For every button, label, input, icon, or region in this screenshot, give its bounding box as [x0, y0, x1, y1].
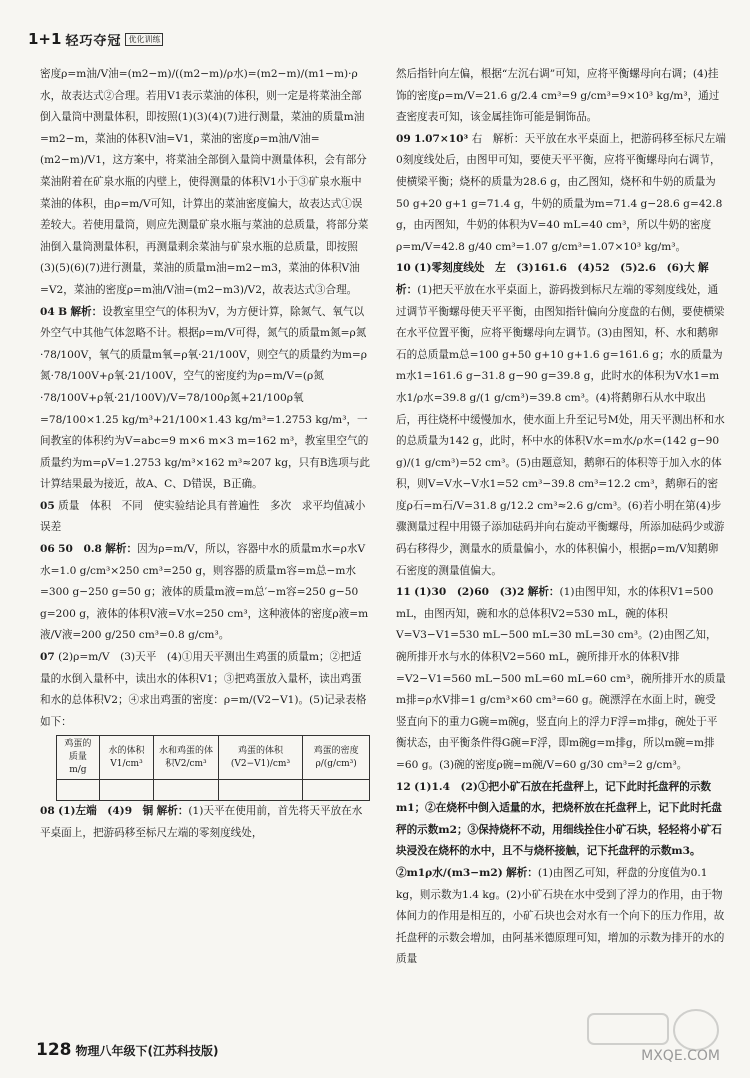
answer: (1)30 (2)60 (3)2 — [414, 586, 525, 599]
question-number: 06 — [40, 543, 55, 556]
question-number: 12 — [396, 780, 411, 793]
answer: 质量 体积 不同 使实验结论具有普遍性 多次 求平均值减小误差 — [40, 499, 366, 534]
analysis-label: 解析： — [506, 866, 538, 879]
table-header-cell: 鸡蛋的质量m/g — [57, 736, 100, 780]
table-header-cell: 水的体积V1/cm³ — [99, 736, 154, 780]
right-column — [396, 64, 726, 971]
question-number: 11 — [396, 586, 411, 599]
question-06 — [40, 539, 370, 647]
analysis-text: 右 解析：天平放在水平桌面上，把游码移至标尺左端0刻度线处后，由图甲可知，要使天平平衡，应将平衡螺母向右调节，使横梁平衡；烧杯的质量为28.6 g，由乙图知，烧杯和牛奶的质量为50 g+20 g+1 g=71.4 g，牛奶的质量为m=71.4 g−28.6 g=42.8 g，由丙图知，牛奶的体积为V=40 mL=40 cm³，所以牛奶的密度ρ=m/V=42.8 g/40 cm³=1.07 g/cm³=1.07×10³ kg/m³。 — [396, 132, 726, 253]
table-header-cell: 鸡蛋的密度ρ/(g/cm³) — [303, 736, 370, 780]
analysis-text: 设教室里空气的体积为V，为方便计算，除氮气、氧气以外空气中其他气体忽略不计。根据ρ=m/V可得，氮气的质量m氮=ρ氮·78/100V，氧气的质量m氧=ρ氧·21/100V，则空气的质量约为m=ρ氮·78/100V+ρ氧·21/100V，空气的密度约为ρ=m/V=(ρ氮·78/100V+ρ氧·21/100V)/V=78/100ρ氮+21/100ρ氧=78/100×1.25 kg/m³+21/100×1.43 kg/m³=1.2753 kg/m³，一间教室的体积约为V=abc=9 m×6 m×3 m=162 m³，教室里空气的质量约为m=ρV=1.2753 kg/m³×162 m³≈207 kg，只有B选项与此计算结果最为接近，故A、C、D错误，B正确。 — [40, 305, 370, 491]
brand-logo: 1+1 — [28, 30, 62, 48]
question-number: 04 — [40, 305, 55, 318]
answer: 50 0.8 — [58, 543, 102, 556]
question-number: 09 — [396, 132, 411, 145]
analysis-label: 解析： — [527, 586, 560, 599]
page-header — [28, 30, 163, 48]
book-title: 物理八年级下(江苏科技版) — [75, 1044, 219, 1058]
answer: (2)ρ=m/V (3)天平 (4)①用天平测出生鸡蛋的质量m；②把适量的水倒入量杯中，读出水的体积V1；③把鸡蛋放入量杯，读出鸡蛋和水的总体积V2；④求出鸡蛋的密度：ρ=m/(V2−V1)。(5)记录表格如下： — [40, 651, 367, 728]
question-number: 10 — [396, 262, 411, 275]
table-header-cell: 鸡蛋的体积(V2−V1)/cm³ — [218, 736, 303, 780]
continuation-paragraph: 密度ρ=m油/V油=(m2−m)/((m2−m)/ρ水)=(m2−m)/(m1−m)·ρ水，故表达式②合理。若用V1表示菜油的体积，则一定是将菜油全部倒入量筒中测量体积，即按照(1)(3)(4)(7)进行测量，菜油的质量m油=m2−m，菜油的体积V油=V1，菜油的密度ρ=m油/V油=(m2−m)/V1，这方案中，将菜油全部倒入量筒中测量体积，会有部分菜油附着在矿泉水瓶的内壁上，使得测量的体积V1小于③矿泉水瓶中菜油的体积，由ρ=m/V可知，计算出的菜油密度偏大，故表达式①误差较大。若使用量筒，则应先测量矿泉水瓶与菜油的总质量，将部分菜油倒入量筒测量体积，再测量剩余菜油与矿泉水瓶的总质量，即按照(3)(5)(6)(7)进行测量，菜油的质量m油=m2−m3，菜油的体积V油=V2，菜油的密度ρ=m油/V油=(m2−m3)/V2，故表达式③合理。 — [40, 68, 369, 296]
brand-badge: 优化训练 — [125, 33, 163, 46]
answer: (1)左端 (4)9 铜 — [58, 805, 154, 818]
brand-title: 轻巧夺冠 — [65, 33, 122, 49]
analysis-text: (1)天平在使用前，首先将天平放在水平桌面上，把游码移至标尺左端的零刻度线处， — [40, 805, 363, 839]
question-number: 07 — [40, 651, 55, 664]
answer: (1)零刻度线处 左 (3)161.6 (4)52 (5)2.6 (6)大 — [414, 262, 695, 275]
watermark-text: MXQE.COM — [641, 1048, 720, 1064]
table-header-row — [57, 736, 370, 780]
record-table — [56, 735, 370, 801]
answer: (1)1.4 (2)①把小矿石放在托盘秤上，记下此时托盘秤的示数m1；②在烧杯中倒入适量的水，把烧杯放在托盘秤上，记下此时托盘秤的示数m2；③保持烧杯不动，用细线拴住小矿石块，轻轻将小矿石块浸没在烧杯的水中，且不与烧杯接触，记下托盘秤的示数m3。②m1ρ水/(m3−m2) — [396, 780, 722, 879]
question-10 — [396, 258, 726, 582]
answer: B — [58, 305, 68, 318]
answer: 1.07×10³ — [414, 132, 469, 145]
analysis-label: 解析： — [105, 543, 138, 556]
analysis-text: (1)把天平放在水平桌面上，游码拨到标尺左端的零刻度线处，通过调节平衡螺母使天平平衡，由图知指针偏向分度盘的右侧，要使横梁在水平位置平衡，应将平衡螺母向左调节。(3)由图知，杯、水和鹅卵石的总质量m总=100 g+50 g+10 g+1.6 g=161.6 g；水的质量为m水1=161.6 g−31.8 g−90 g=39.8 g，此时水的体积为V水1=m水1/ρ水=39.8 g/(1 g/cm³)=39.8 cm³。(4)将鹅卵石从水中取出后，再往烧杯中缓慢加水，使水面上升至记号M处，用天平测出杯和水的总质量为142 g，此时，杯中水的体积V水=m水/ρ水=(142 g−90 g)/(1 g/cm³)=52 cm³。(5)由题意知，鹅卵石的体积等于加入水的体积，则V=V水−V水1=52 cm³−39.8 cm³=12.2 cm³，鹅卵石的密度ρ石=m石/V=31.8 g/12.2 cm³≈2.6 g/cm³。(6)若小明在第(4)步骤测量过程中用镊子添加砝码并向右旋动平衡螺母，所添加砝码少或游码右移得少，测量水的质量偏小，水的体积偏小，根据ρ=m/V知鹅卵石密度的测量值偏大。 — [396, 283, 725, 577]
question-09 — [396, 129, 726, 259]
table-cell — [218, 780, 303, 801]
left-column — [40, 64, 370, 845]
page-footer — [36, 1040, 218, 1060]
question-05 — [40, 496, 370, 539]
analysis-label: 解析： — [156, 805, 189, 818]
question-08 — [40, 801, 370, 844]
table-cell — [154, 780, 218, 801]
page-number: 128 — [36, 1040, 72, 1060]
question-11 — [396, 582, 726, 776]
question-12 — [396, 777, 726, 971]
analysis-text: (1)由图甲知，水的体积V1=500 mL，由图丙知，碗和水的总体积V2=530 mL，碗的体积V=V3−V1=530 mL−500 mL=30 mL=30 cm³。(2)由图乙知，碗所排开水与水的体积V2=560 mL，碗所排开水的体积V排=V2−V1=560 mL−500 mL=60 mL=60 cm³，碗所排开水的质量m排=ρ水V排=1 g/cm³×60 cm³=60 g。碗漂浮在水面上时，碗受竖直向下的重力G碗=m碗g，竖直向上的浮力F浮=m排g，碗处于平衡状态，由平衡条件得G碗=F浮，即m碗g=m排g，所以m碗=m排=60 g。(3)碗的密度ρ碗=m碗/V=60 g/30 cm³=2 g/cm³。 — [396, 586, 726, 771]
continuation-paragraph: 然后指针向左偏，根据“左沉右调”可知，应将平衡螺母向右调；(4)挂饰的密度ρ=m/V=21.6 g/2.4 cm³=9 g/cm³=9×10³ kg/m³，通过查密度表可知，该金属挂饰可能是铜饰品。 — [396, 68, 720, 124]
analysis-text: (1)由图乙可知，秤盘的分度值为0.1 kg，则示数为1.4 kg。(2)小矿石块在水中受到了浮力的作用，由于物体间力的作用是相互的，小矿石块也会对水有一个向下的压力作用，故托盘秤的示数会增加，由阿基米德原理可知，增加的示数为排开的水的质量 — [396, 866, 725, 966]
table-cell — [99, 780, 154, 801]
table-header-cell: 水和鸡蛋的体积V2/cm³ — [154, 736, 218, 780]
analysis-text: 因为ρ=m/V，所以，容器中水的质量m水=ρ水V水=1.0 g/cm³×250 cm³=250 g，则容器的质量m容=m总−m水=300 g−250 g=50 g；液体的质量m液=m总′−m容=250 g−50 g=200 g，液体的体积V液=V水=250 cm³，这种液体的密度ρ液=m液/V液=200 g/250 cm³=0.8 g/cm³。 — [40, 543, 369, 642]
question-04 — [40, 302, 370, 496]
table-row — [57, 780, 370, 801]
analysis-label: 解析： — [70, 305, 103, 318]
question-number: 08 — [40, 805, 55, 818]
analysis-label: 解析： — [396, 262, 709, 296]
table-cell — [303, 780, 370, 801]
table-cell — [57, 780, 100, 801]
question-07 — [40, 647, 370, 733]
question-number: 05 — [40, 499, 55, 512]
